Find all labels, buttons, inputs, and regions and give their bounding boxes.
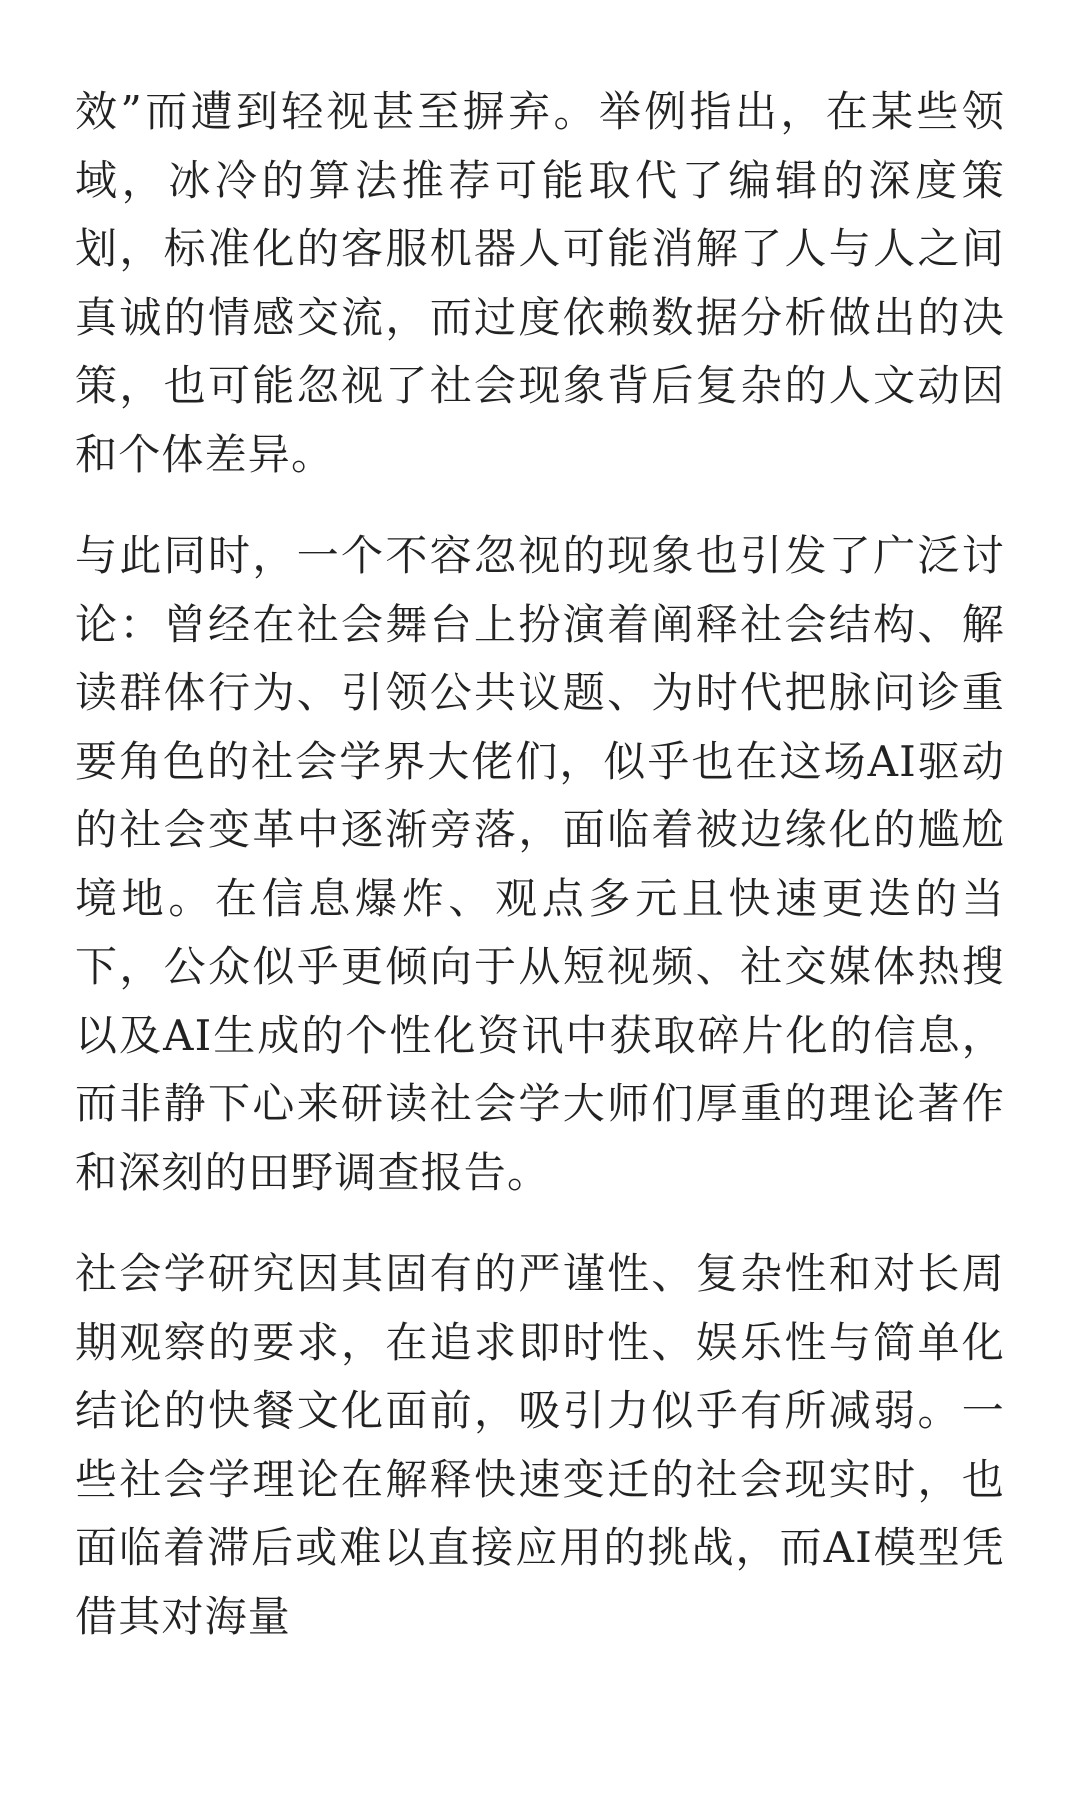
paragraph: 与此同时，一个不容忽视的现象也引发了广泛讨论：曾经在社会舞台上扮演着阐释社会结构、解读群体行为、引领公共议题、为时代把脉问诊重要角色的社会学界大佬们，似乎也在这场AI驱动的社会变革中逐渐旁落，面临着被边缘化的尴尬境地。在信息爆炸、观点多元且快速更迭的当下，公众似乎更倾向于从短视频、社交媒体热搜以及AI生成的个性化资讯中获取碎片化的信息，而非静下心来研读社会学大师们厚重的理论著作和深刻的田野调查报告。 (75, 531, 1005, 1197)
article-body (75, 78, 1005, 1684)
paragraph: 社会学研究因其固有的严谨性、复杂性和对长周期观察的要求，在追求即时性、娱乐性与简单化结论的快餐文化面前，吸引力似乎有所减弱。一些社会学理论在解释快速变迁的社会现实时，也面临着滞后或难以直接应用的挑战，而AI模型凭借其对海量 (75, 1249, 1005, 1641)
paragraph: 效”而遭到轻视甚至摒弃。举例指出，在某些领域，冰冷的算法推荐可能取代了编辑的深度策划，标准化的客服机器人可能消解了人与人之间真诚的情感交流，而过度依赖数据分析做出的决策，也可能忽视了社会现象背后复杂的人文动因和个体差异。 (75, 87, 1005, 479)
